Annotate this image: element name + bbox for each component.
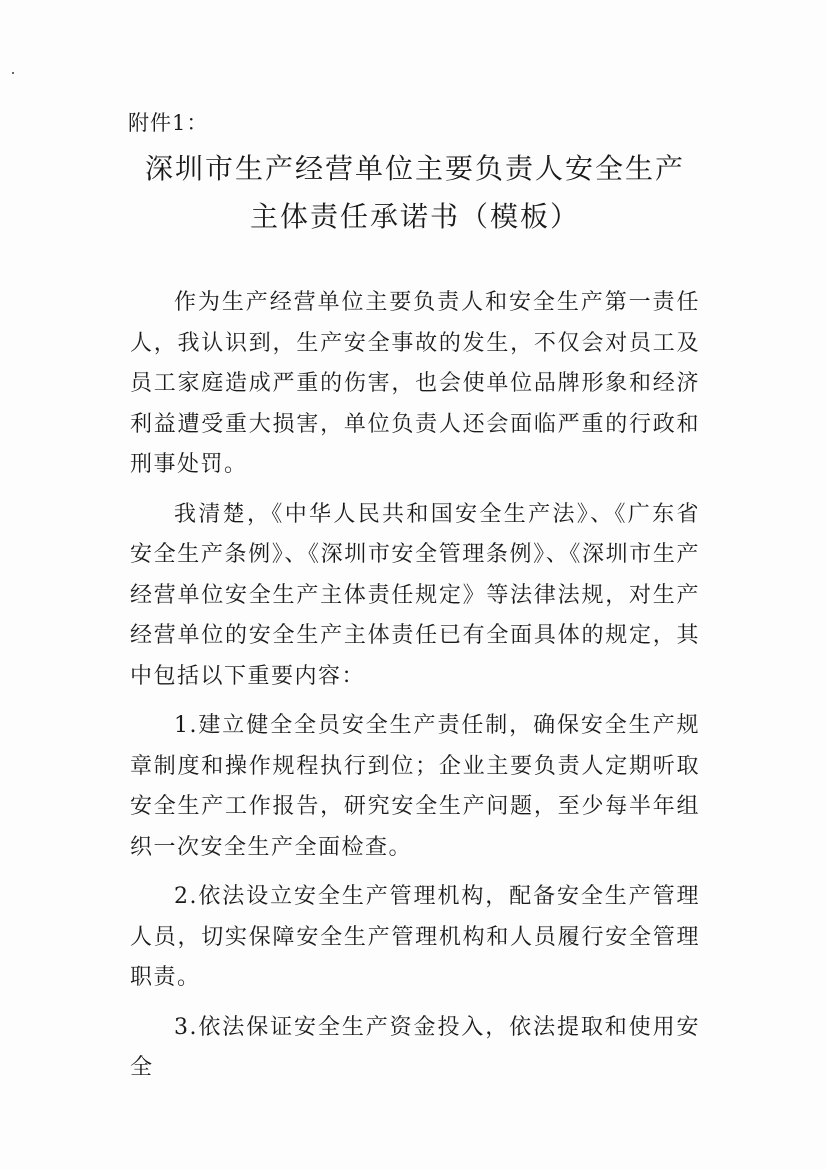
document-title-line-1: 深圳市生产经营单位主要负责人安全生产 [144,152,685,185]
paragraph-laws: 我清楚，《中华人民共和国安全生产法》、《广东省安全生产条例》、《深圳市安全管理条例》、《深圳市生产经营单位安全生产主体责任规定》等法律法规，对生产经营单位的安全生产主体责任已有全面具体的规定，其中包括以下重要内容： [130,501,700,689]
document-body [130,283,700,1098]
paragraph-item-1: 1.建立健全全员安全生产责任制，确保安全生产规章制度和操作规程执行到位；企业主要负责人定期听取安全生产工作报告，研究安全生产问题，至少每半年组织一次安全生产全面检查。 [130,713,700,860]
attachment-label: 附件1： [128,111,209,135]
paragraph-item-3: 3.依法保证安全生产资金投入，依法提取和使用安全 [130,1014,700,1080]
scan-speck [12,72,14,74]
paragraph-intro: 作为生产经营单位主要负责人和安全生产第一责任人，我认识到，生产安全事故的发生，不仅会对员工及员工家庭造成严重的伤害，也会使单位品牌形象和经济利益遭受重大损害，单位负责人还会面临严重的行政和刑事处罚。 [130,290,700,477]
document-title-line-2: 主体责任承诺书（模板） [249,200,580,233]
paragraph-item-2: 2.依法设立安全生产管理机构，配备安全生产管理人员，切实保障安全生产管理机构和人员履行安全管理职责。 [130,884,700,990]
